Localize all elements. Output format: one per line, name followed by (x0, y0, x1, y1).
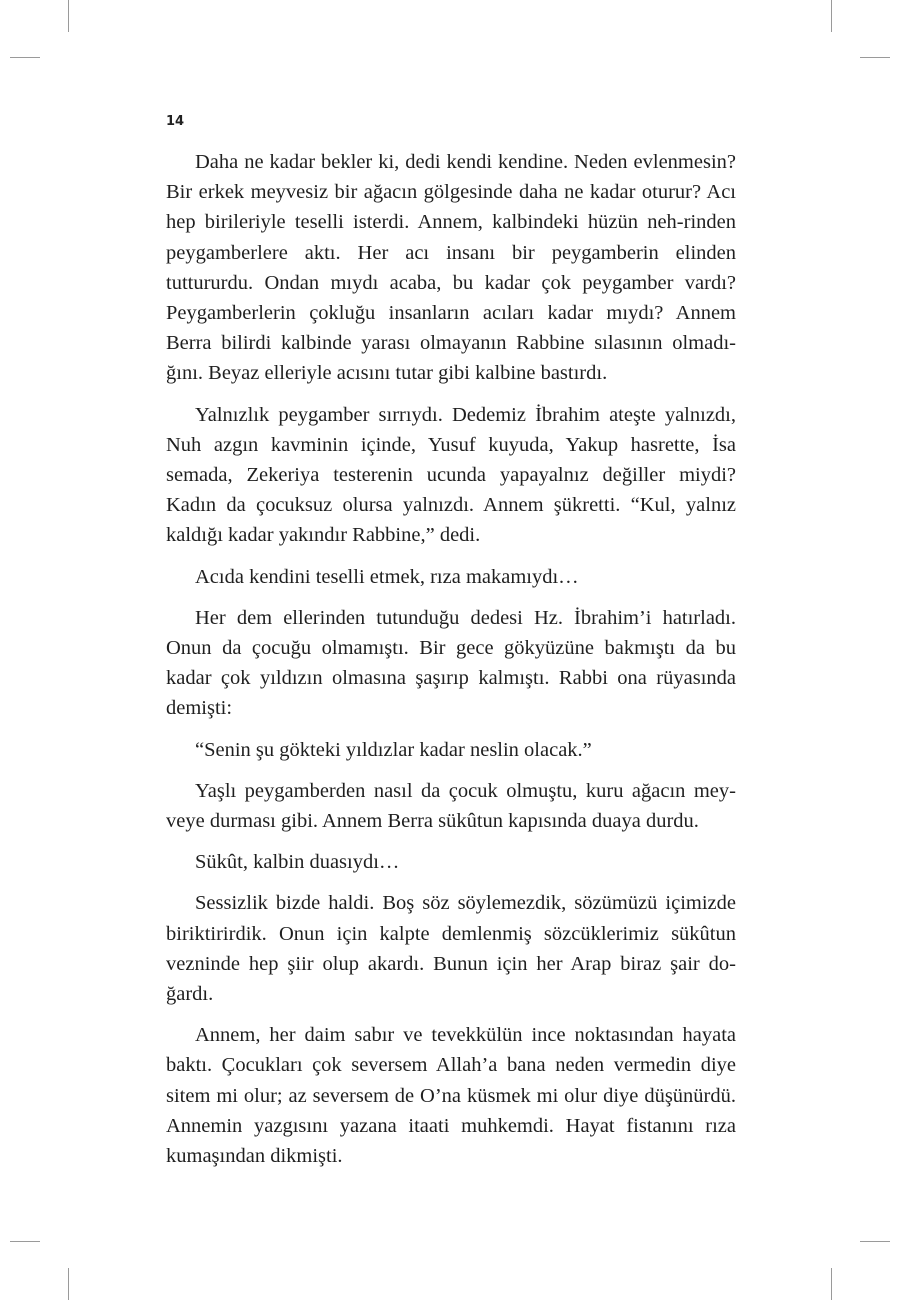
page-number: 14 (166, 114, 185, 129)
paragraph: Sükût, kalbin duasıydı… (195, 851, 400, 874)
paragraph: Annem, her daim sabır ve tevekkülün ince noktasından hayata baktı. Çocukları çok seversem Allah’a bana neden vermedin diye sitem mi olur; az seversem de O’na küsmek mi olur diye düşünürdü. Annemin yazgısını yazana itaati muhkemdi. Hayat fistanını rıza kumaşından dikmişti. (166, 1024, 736, 1168)
crop-mark-left-top (10, 57, 40, 58)
paragraph: Sessizlik bizde haldi. Boş söz söylemezdik, sözümüzü içimizde biriktirirdik. Onun için kalpte demlenmiş sözcüklerimiz sükûtun vezninde hep şiir olup akardı. Bunun için her Arap biraz şair do-ğardı. (166, 892, 736, 1006)
paragraph: Her dem ellerinden tutunduğu dedesi Hz. İbrahim’i hatırladı. Onun da çocuğu olmamıştı. Bir gece gökyüzüne bakmıştı da bu kadar çok yıldızın olmasına şaşırıp kalmıştı. Rabbi ona rüyasında demişti: (166, 606, 736, 720)
paragraph: Yaşlı peygamberden nasıl da çocuk olmuştu, kuru ağacın mey-veye durması gibi. Annem Berra sükûtun kapısında duaya durdu. (166, 779, 736, 833)
crop-mark-bottom-left (68, 1268, 69, 1300)
crop-mark-right-bottom (860, 1241, 890, 1242)
quote-paragraph: “Senin şu gökteki yıldızlar kadar neslin olacak.” (195, 738, 592, 761)
text-body (166, 147, 736, 1182)
paragraph: Daha ne kadar bekler ki, dedi kendi kendine. Neden evlenmesin? Bir erkek meyvesiz bir ağacın gölgesinde daha ne kadar oturur? Acı hep birileriyle teselli isterdi. Annem, kalbindeki hüzün neh-rinden peygamberlere aktı. Her acı insanı bir peygamberin elinden tuttururdu. Ondan mıydı acaba, bu kadar çok peygamber vardı? Peygamberlerin çokluğu insanların acıları kadar mıydı? Annem Berra bilirdi kalbinde yarası olmayanın Rabbine sılasının olmadı-ğını. Beyaz elleriyle acısını tutar gibi kalbine bastırdı. (166, 151, 736, 385)
crop-mark-top-left (68, 0, 69, 32)
paragraph: Acıda kendini teselli etmek, rıza makamıydı… (195, 565, 579, 588)
crop-mark-right-top (860, 57, 890, 58)
crop-mark-left-bottom (10, 1241, 40, 1242)
crop-mark-top-right (831, 0, 832, 32)
paragraph: Yalnızlık peygamber sırrıydı. Dedemiz İbrahim ateşte yalnızdı, Nuh azgın kavminin içinde, Yusuf kuyuda, Yakup hasrette, İsa semada, Zekeriya testerenin ucunda yapayalnız değiller miydi? Kadın da çocuksuz olursa yalnızdı. Annem şükretti. “Kul, yalnız kaldığı kadar yakındır Rabbine,” dedi. (166, 403, 736, 547)
crop-mark-bottom-right (831, 1268, 832, 1300)
